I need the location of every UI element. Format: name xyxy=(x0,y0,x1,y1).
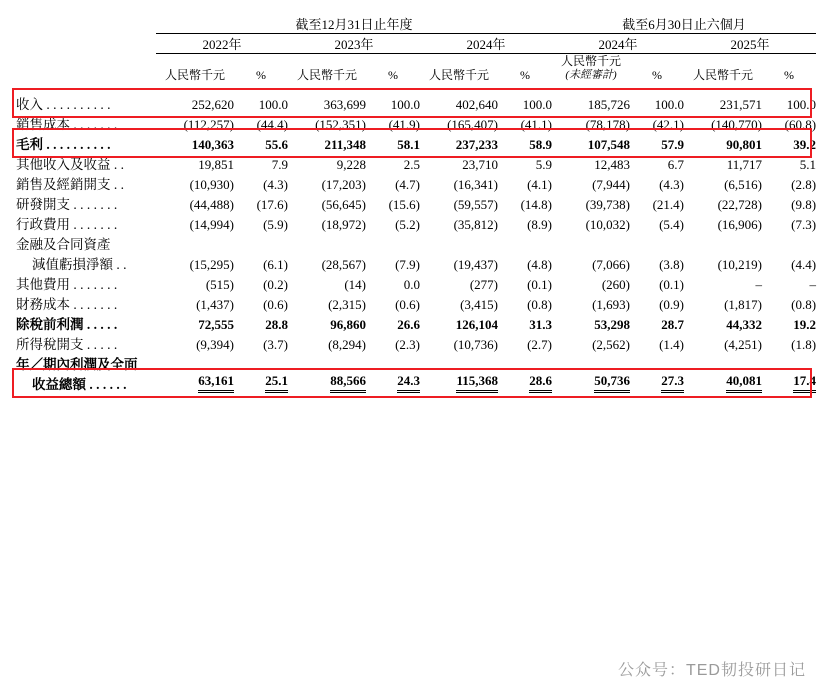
cell-percent xyxy=(762,233,816,253)
cell-percent: (3.8) xyxy=(659,256,685,272)
cell-percent: (15.6) xyxy=(388,196,420,212)
cell-amount xyxy=(684,353,762,373)
unit-amount-2025-interim: 人民幣千元 xyxy=(693,67,754,82)
table-row xyxy=(16,253,816,273)
year-header-2024: 2024年 xyxy=(420,34,552,54)
cell-percent: (0.8) xyxy=(527,296,553,312)
cell-percent xyxy=(498,353,552,373)
table-row xyxy=(16,193,816,213)
unit-amount-2024-interim xyxy=(552,54,630,83)
cell-percent: (1.8) xyxy=(791,336,817,352)
cell-amount xyxy=(156,373,234,393)
cell-amount: 72,555 xyxy=(198,316,234,332)
unit-amount-2023: 人民幣千元 xyxy=(296,67,357,82)
unit-header-row xyxy=(16,54,816,83)
cell-amount: (16,341) xyxy=(453,176,498,192)
double-underline-value: 50,736 xyxy=(594,373,630,393)
cell-percent: (7.9) xyxy=(395,256,420,272)
unit-percent-2024: % xyxy=(520,67,530,82)
cell-amount: (7,066) xyxy=(592,256,631,272)
cell-amount: (6,516) xyxy=(724,176,763,192)
year-header-2022: 2022年 xyxy=(156,34,288,54)
cell-amount: (59,557) xyxy=(453,196,498,212)
cell-amount: 11,717 xyxy=(726,156,763,172)
double-underline-value: 40,081 xyxy=(726,373,762,393)
cell-percent: (5.2) xyxy=(395,216,420,232)
cell-amount xyxy=(156,353,234,373)
cell-percent: (1.4) xyxy=(659,336,685,352)
cell-percent: (7.3) xyxy=(791,216,817,232)
cell-percent: (0.1) xyxy=(659,276,685,292)
cell-amount: (8,294) xyxy=(328,336,366,352)
cell-amount: 231,571 xyxy=(719,96,763,112)
cell-percent xyxy=(366,233,420,253)
table-row xyxy=(16,333,816,353)
cell-amount: (18,972) xyxy=(321,216,366,232)
cell-percent: – xyxy=(809,276,817,292)
unit-percent-2022: % xyxy=(256,67,266,82)
cell-percent: 100.0 xyxy=(258,96,288,112)
cell-amount xyxy=(288,373,366,393)
cell-percent: (21.4) xyxy=(652,196,685,212)
cell-amount: (1,437) xyxy=(196,296,234,312)
cell-percent: 7.9 xyxy=(271,156,288,172)
row-label: 其他收入及收益 . . xyxy=(16,156,124,172)
income-statement-table xyxy=(16,14,816,393)
table-row xyxy=(16,173,816,193)
cell-amount: (15,295) xyxy=(189,256,234,272)
cell-amount: (28,567) xyxy=(321,256,366,272)
cell-amount: (10,930) xyxy=(189,176,234,192)
cell-amount: 12,483 xyxy=(594,156,631,172)
year-header-row xyxy=(16,34,816,54)
cell-amount: 237,233 xyxy=(455,136,498,152)
row-label: 收益總額 . . . . . . xyxy=(32,376,127,392)
header-spacer-cell xyxy=(16,83,816,93)
cell-percent: 100.0 xyxy=(522,96,553,112)
cell-percent: (42.1) xyxy=(652,116,685,132)
table-row xyxy=(16,353,816,373)
cell-amount: (4,251) xyxy=(724,336,763,352)
cell-percent: (0.9) xyxy=(659,296,685,312)
cell-amount: (19,437) xyxy=(453,256,498,272)
cell-percent: (0.1) xyxy=(527,276,553,292)
cell-amount: (9,394) xyxy=(196,336,234,352)
row-label: 銷售成本 . . . . . . . xyxy=(16,116,118,132)
table-row xyxy=(16,213,816,233)
year-header-blank xyxy=(16,34,156,54)
cell-percent: 31.3 xyxy=(529,316,553,332)
cell-percent: (0.6) xyxy=(395,296,420,312)
watermark-text: 公众号：TED韧投研日记 xyxy=(617,662,806,679)
table-header xyxy=(16,14,816,93)
cell-amount: (10,736) xyxy=(453,336,498,352)
cell-percent: 26.6 xyxy=(397,316,420,332)
unit-percent-2023: % xyxy=(388,67,398,82)
unit-amount-2022: 人民幣千元 xyxy=(164,67,225,82)
cell-amount xyxy=(420,373,498,393)
cell-amount: (277) xyxy=(469,276,498,292)
cell-percent: (0.6) xyxy=(263,296,288,312)
cell-percent: 100.0 xyxy=(390,96,420,112)
cell-amount xyxy=(288,233,366,253)
cell-amount: (17,203) xyxy=(321,176,366,192)
double-underline-value: 115,368 xyxy=(456,373,498,393)
cell-percent xyxy=(630,353,684,373)
cell-amount: (16,906) xyxy=(717,216,763,232)
cell-percent: 19.2 xyxy=(793,316,817,332)
cell-amount: (165,407) xyxy=(447,116,498,132)
cell-percent xyxy=(762,353,816,373)
cell-percent: (2.8) xyxy=(791,176,817,192)
cell-percent: 100.0 xyxy=(786,96,817,112)
group-header-annual: 截至12月31日止年度 xyxy=(156,14,552,34)
unit-header-blank xyxy=(16,54,156,83)
unit-note-unaudited: (未經審計) xyxy=(565,69,617,81)
cell-percent: (8.9) xyxy=(527,216,553,232)
double-underline-value: 17.4 xyxy=(793,373,816,393)
row-label: 毛利 . . . . . . . . . . xyxy=(16,136,111,152)
cell-amount: 185,726 xyxy=(587,96,631,112)
row-label: 其他費用 . . . . . . . xyxy=(16,276,118,292)
row-label: 金融及合同資產 xyxy=(16,236,111,252)
table-row xyxy=(16,293,816,313)
cell-amount: (7,944) xyxy=(592,176,631,192)
table-row xyxy=(16,153,816,173)
cell-amount: – xyxy=(755,276,763,292)
row-label: 研發開支 . . . . . . . xyxy=(16,196,118,212)
cell-percent: (4.3) xyxy=(659,176,685,192)
cell-amount xyxy=(552,353,630,373)
cell-percent: 5.1 xyxy=(799,156,817,172)
cell-amount: (39,738) xyxy=(585,196,631,212)
cell-percent: 58.1 xyxy=(397,136,420,152)
cell-amount xyxy=(420,233,498,253)
cell-amount: (56,645) xyxy=(321,196,366,212)
cell-amount xyxy=(684,373,762,393)
cell-percent xyxy=(498,373,552,393)
cell-amount xyxy=(552,233,630,253)
unit-percent-2024-interim: % xyxy=(652,67,663,82)
cell-amount: 90,801 xyxy=(726,136,763,152)
year-header-2023: 2023年 xyxy=(288,34,420,54)
cell-amount: (152,351) xyxy=(315,116,366,132)
cell-percent: (3.7) xyxy=(263,336,288,352)
row-label: 財務成本 . . . . . . . xyxy=(16,296,118,312)
cell-percent xyxy=(234,353,288,373)
cell-amount: 140,363 xyxy=(191,136,234,152)
cell-amount: 96,860 xyxy=(330,316,366,332)
cell-percent: (2.7) xyxy=(527,336,553,352)
row-label: 銷售及經銷開支 . . xyxy=(16,176,124,192)
cell-percent: (0.2) xyxy=(263,276,288,292)
cell-amount: (515) xyxy=(205,276,234,292)
cell-percent: 55.6 xyxy=(265,136,288,152)
cell-amount: (14) xyxy=(344,276,366,292)
unit-percent-2025-interim: % xyxy=(784,67,795,82)
group-header-interim: 截至6月30日止六個月 xyxy=(552,14,816,34)
cell-amount: (140,770) xyxy=(711,116,763,132)
header-spacer-row xyxy=(16,83,816,93)
table-row xyxy=(16,93,816,113)
double-underline-value: 25.1 xyxy=(265,373,288,393)
cell-percent: (2.3) xyxy=(395,336,420,352)
table-row xyxy=(16,373,816,393)
cell-percent: (60.8) xyxy=(784,116,817,132)
double-underline-value: 63,161 xyxy=(198,373,234,393)
cell-percent: 100.0 xyxy=(654,96,685,112)
cell-amount xyxy=(552,373,630,393)
table-row xyxy=(16,313,816,333)
cell-percent: (5.9) xyxy=(263,216,288,232)
table-row xyxy=(16,133,816,153)
cell-percent: (4.4) xyxy=(791,256,817,272)
cell-amount xyxy=(684,233,762,253)
cell-percent xyxy=(366,373,420,393)
cell-amount xyxy=(420,353,498,373)
cell-amount: 107,548 xyxy=(587,136,631,152)
cell-amount: (14,994) xyxy=(189,216,234,232)
cell-percent xyxy=(498,233,552,253)
year-header-2024-interim: 2024年 xyxy=(552,34,684,54)
cell-percent: 58.9 xyxy=(529,136,553,152)
cell-amount: (260) xyxy=(601,276,631,292)
cell-percent: 57.9 xyxy=(661,136,685,152)
cell-percent: (4.8) xyxy=(527,256,553,272)
cell-percent xyxy=(234,373,288,393)
cell-amount: (1,693) xyxy=(592,296,631,312)
cell-percent: (4.3) xyxy=(263,176,288,192)
cell-amount: 402,640 xyxy=(455,96,498,112)
cell-percent: 5.9 xyxy=(535,156,553,172)
row-label: 所得稅開支 . . . . . xyxy=(16,336,118,352)
cell-percent: 0.0 xyxy=(403,276,420,292)
cell-percent: 28.8 xyxy=(265,316,288,332)
cell-amount: 211,348 xyxy=(324,136,366,152)
cell-percent: (17.6) xyxy=(256,196,288,212)
cell-percent: (41.9) xyxy=(388,116,420,132)
cell-percent xyxy=(762,373,816,393)
cell-amount: (22,728) xyxy=(717,196,763,212)
double-underline-value: 28.6 xyxy=(529,373,552,393)
unit-amount-2024: 人民幣千元 xyxy=(428,67,489,82)
cell-percent xyxy=(234,233,288,253)
cell-amount: (112,257) xyxy=(183,116,234,132)
cell-amount: 23,710 xyxy=(462,156,498,172)
cell-percent: (0.8) xyxy=(791,296,817,312)
cell-percent: 6.7 xyxy=(667,156,685,172)
cell-amount xyxy=(156,233,234,253)
cell-amount: 53,298 xyxy=(594,316,631,332)
cell-percent: (9.8) xyxy=(791,196,817,212)
cell-amount: 19,851 xyxy=(198,156,234,172)
row-label: 行政費用 . . . . . . . xyxy=(16,216,118,232)
group-header-blank xyxy=(16,14,156,34)
cell-amount: (35,812) xyxy=(453,216,498,232)
cell-amount: (2,562) xyxy=(592,336,631,352)
cell-percent: (41.1) xyxy=(520,116,553,132)
cell-amount: (10,219) xyxy=(717,256,763,272)
table-row xyxy=(16,273,816,293)
cell-amount: (78,178) xyxy=(585,116,631,132)
cell-amount: 9,228 xyxy=(336,156,366,172)
cell-percent xyxy=(630,233,684,253)
table-row xyxy=(16,113,816,133)
double-underline-value: 88,566 xyxy=(330,373,366,393)
row-label: 收入 . . . . . . . . . . xyxy=(16,96,111,112)
row-label: 減值虧損淨額 . . xyxy=(32,256,127,272)
row-label: 除稅前利潤 . . . . . xyxy=(16,316,118,332)
cell-amount xyxy=(288,353,366,373)
group-header-row xyxy=(16,14,816,34)
cell-percent xyxy=(630,373,684,393)
cell-amount: (10,032) xyxy=(585,216,631,232)
cell-amount: 363,699 xyxy=(323,96,366,112)
cell-percent: 28.7 xyxy=(661,316,685,332)
cell-amount: (3,415) xyxy=(460,296,498,312)
cell-amount: (2,315) xyxy=(328,296,366,312)
cell-percent: (14.8) xyxy=(520,196,553,212)
cell-percent: (6.1) xyxy=(263,256,288,272)
cell-percent: 2.5 xyxy=(403,156,420,172)
cell-percent: 39.2 xyxy=(793,136,817,152)
cell-percent: (5.4) xyxy=(659,216,685,232)
table-body xyxy=(16,93,816,393)
cell-amount: 44,332 xyxy=(726,316,763,332)
double-underline-value: 27.3 xyxy=(661,373,684,393)
double-underline-value: 24.3 xyxy=(397,373,420,393)
cell-amount: 126,104 xyxy=(455,316,498,332)
cell-percent: (4.7) xyxy=(395,176,420,192)
cell-amount: (44,488) xyxy=(189,196,234,212)
row-label: 年／期內利潤及全面 xyxy=(16,356,138,372)
unit-amount-2024-interim-text: 人民幣千元 xyxy=(561,54,622,68)
cell-percent xyxy=(366,353,420,373)
cell-percent: (44.4) xyxy=(256,116,288,132)
cell-amount: (1,817) xyxy=(724,296,763,312)
cell-amount: 252,620 xyxy=(191,96,234,112)
year-header-2025-interim: 2025年 xyxy=(684,34,816,54)
cell-percent: (4.1) xyxy=(527,176,553,192)
table-row xyxy=(16,233,816,253)
